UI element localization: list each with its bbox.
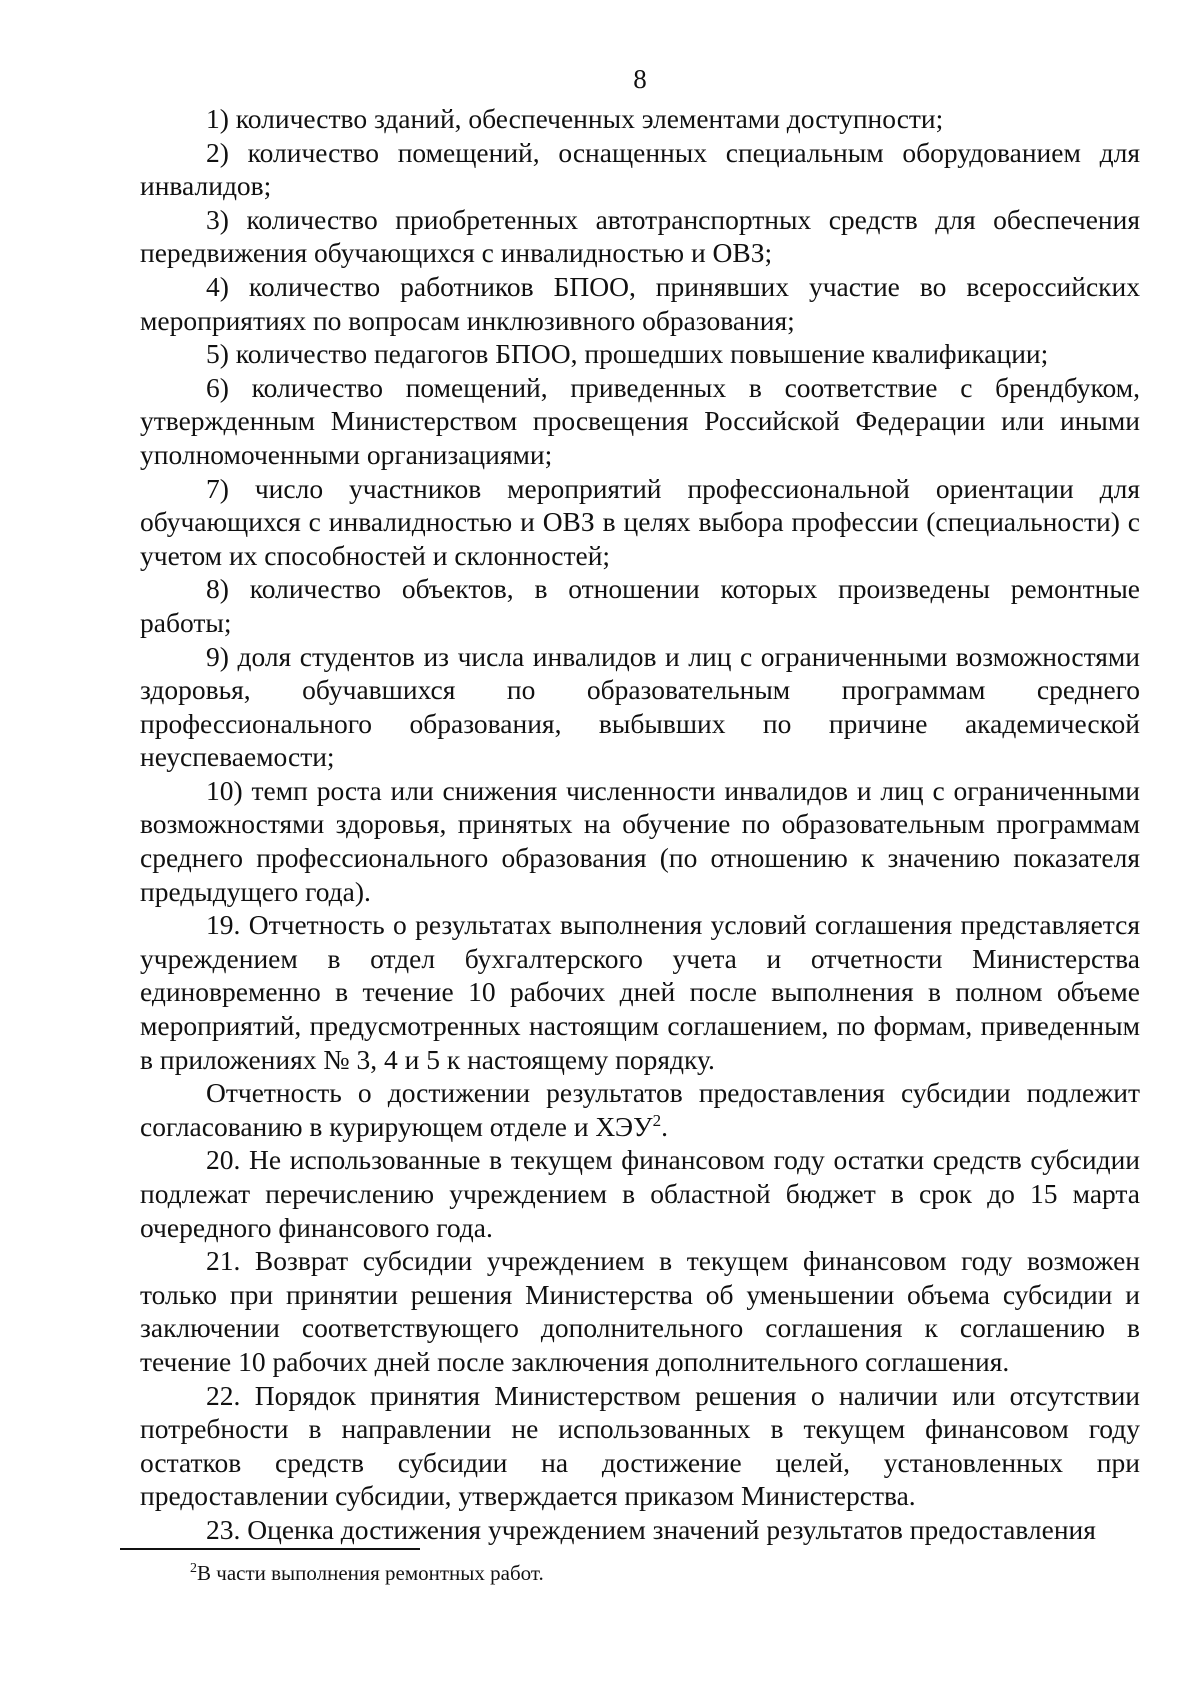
footnote-marker: 2 xyxy=(190,1561,197,1576)
paragraph-19: 19. Отчетность о результатах выполнения условий соглашения представляется учреждением в отдел бухгалтерского учета и отчетности Министерства единовременно в течение 10 рабочих дней после выполнения в полном объеме мероприятий, предусмотренных настоящим соглашением, по формам, приведенным в приложениях № 3, 4 и 5 к настоящему порядку. xyxy=(140,909,1140,1075)
list-item-2: 2) количество помещений, оснащенных специальным оборудованием для инвалидов; xyxy=(140,136,1140,202)
footnote xyxy=(120,1560,1120,1586)
report-approval-text: Отчетность о достижении результатов предоставления субсидии подлежит согласованию в курирующем отделе и ХЭУ xyxy=(140,1077,1140,1142)
footnote-area xyxy=(120,1548,1120,1586)
list-item-8: 8) количество объектов, в отношении которых произведены ремонтные работы; xyxy=(140,573,1140,638)
paragraph-22: 22. Порядок принятия Министерством решения о наличии или отсутствии потребности в направлении не использованных в текущем финансовом году остатков средств субсидии на достижение целей, установленных при предоставлении субсидии, утверждается приказом Министерства. xyxy=(140,1379,1140,1512)
paragraph-20: 20. Не использованные в текущем финансовом году остатки средств субсидии подлежат перечислению учреждением в областной бюджет в срок до 15 марта очередного финансового года. xyxy=(140,1144,1140,1243)
list-item-3: 3) количество приобретенных автотранспортных средств для обеспечения передвижения обучающихся с инвалидностью и ОВЗ; xyxy=(140,203,1140,269)
list-item-9: 9) доля студентов из числа инвалидов и лиц с ограниченными возможностями здоровья, обучавшихся по образовательным программам среднего профессионального образования, выбывших по причине академической неуспеваемости; xyxy=(140,640,1140,773)
list-item-4: 4) количество работников БПОО, принявших участие во всероссийских мероприятиях по вопросам инклюзивного образования; xyxy=(140,270,1140,336)
document-body xyxy=(140,102,1140,1547)
report-approval-end: . xyxy=(661,1110,668,1142)
paragraph-report-approval xyxy=(140,1076,1140,1143)
footnote-reference: 2 xyxy=(652,1110,662,1130)
list-item-10: 10) темп роста или снижения численности инвалидов и лиц с ограниченными возможностями здоровья, принятых на обучение по образовательным программам среднего профессионального образования (по отношению к значению показателя предыдущего года). xyxy=(140,774,1140,907)
list-item-6: 6) количество помещений, приведенных в соответствие с брендбуком, утвержденным Министерством просвещения Российской Федерации или иными уполномоченными организациями; xyxy=(140,371,1140,470)
paragraph-23: 23. Оценка достижения учреждением значений результатов предоставления xyxy=(206,1513,1096,1545)
paragraph-21: 21. Возврат субсидии учреждением в текущем финансовом году возможен только при принятии решения Министерства об уменьшении объема субсидии и заключении соответствующего дополнительного соглашения к соглашению в течение 10 рабочих дней после заключения дополнительного соглашения. xyxy=(140,1245,1140,1377)
list-item-7: 7) число участников мероприятий профессиональной ориентации для обучающихся с инвалидностью и ОВЗ в целях выбора профессии (специальности) с учетом их способностей и склонностей; xyxy=(140,472,1140,571)
list-item-5: 5) количество педагогов БПОО, прошедших повышение квалификации; xyxy=(206,338,1049,370)
footnote-separator xyxy=(120,1548,420,1550)
list-item-1: 1) количество зданий, обеспеченных элементами доступности; xyxy=(206,103,944,134)
page-number: 8 xyxy=(633,64,647,94)
footnote-text: В части выполнения ремонтных работ. xyxy=(197,1561,544,1585)
